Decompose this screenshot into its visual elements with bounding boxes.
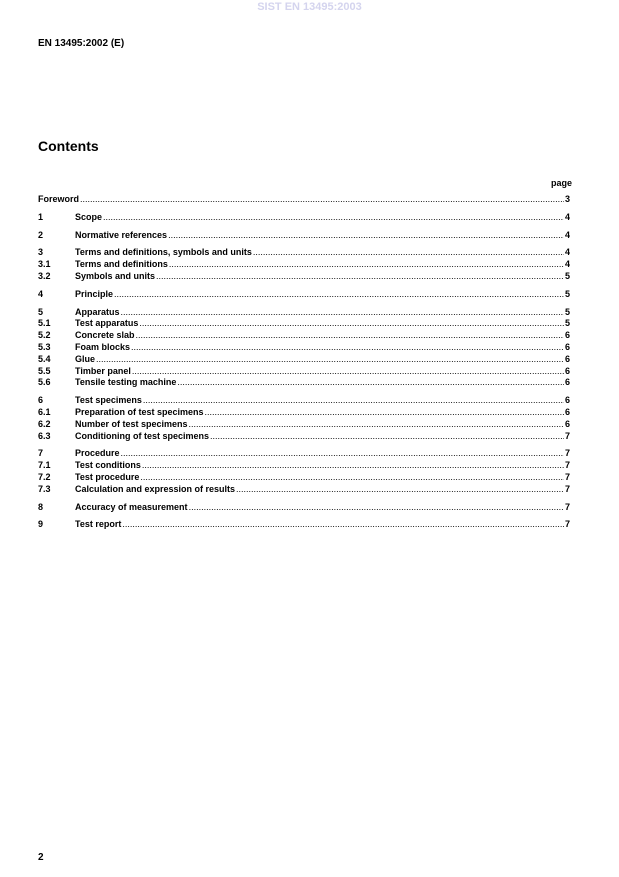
toc-entry-page: 7 — [564, 501, 570, 512]
toc-entry-page: 6 — [564, 341, 570, 352]
toc-entry-number: 6.3 — [38, 430, 51, 441]
toc-entry-title: Symbols and units — [75, 270, 156, 281]
toc-entry-title: Tensile testing machine — [75, 377, 177, 388]
toc-entry[interactable] — [38, 354, 570, 366]
toc-entry-title: Number of test specimens — [75, 418, 188, 429]
toc-entry-title: Accuracy of measurement — [75, 501, 188, 512]
toc-entry-title: Test procedure — [75, 471, 140, 482]
toc-entry-page: 5 — [564, 318, 570, 329]
toc-entry-title: Scope — [75, 211, 103, 222]
toc-entry-page: 5 — [564, 306, 570, 317]
toc-entry[interactable] — [38, 419, 570, 431]
toc-entry-number: 5.1 — [38, 318, 51, 329]
toc-entry[interactable] — [38, 330, 570, 342]
toc-entry-title: Calculation and expression of results — [75, 483, 236, 494]
toc-leader-dots — [156, 271, 564, 283]
toc-entry-number: 6.2 — [38, 418, 51, 429]
toc-entry[interactable] — [38, 377, 570, 389]
toc-leader-dots — [114, 289, 564, 301]
toc-entry[interactable] — [38, 519, 570, 531]
toc-entry-page: 6 — [564, 330, 570, 341]
toc-leader-dots — [143, 395, 564, 407]
toc-entry-title: Concrete slab — [75, 330, 135, 341]
toc-entry-title: Test conditions — [75, 460, 141, 471]
toc-leader-dots — [253, 247, 564, 259]
toc-entry-page: 3 — [564, 194, 570, 204]
footer-page-number: 2 — [38, 852, 44, 863]
toc-entry-number: 6.1 — [38, 406, 51, 417]
toc-entry-page: 7 — [564, 460, 570, 471]
toc-entry-page: 7 — [564, 519, 570, 530]
toc-leader-dots — [189, 502, 564, 514]
toc-entry[interactable] — [38, 289, 570, 301]
toc-entry-number: 3 — [38, 247, 44, 258]
toc-entry-number: 9 — [38, 519, 44, 530]
toc-leader-dots — [131, 342, 564, 354]
toc-entry[interactable] — [38, 448, 570, 460]
toc-leader-dots — [205, 407, 564, 419]
toc-entry[interactable] — [38, 307, 570, 319]
toc-entry[interactable] — [38, 366, 570, 378]
toc-leader-dots — [142, 460, 564, 472]
watermark: SIST EN 13495:2003 — [257, 1, 362, 13]
toc-entry-number: 5.4 — [38, 353, 51, 364]
toc-entry-page: 5 — [564, 288, 570, 299]
toc-entry-number: 8 — [38, 501, 44, 512]
toc-leader-dots — [80, 194, 564, 206]
toc-entry-number: 1 — [38, 211, 44, 222]
toc-leader-dots — [177, 377, 564, 389]
toc-entry-page: 7 — [564, 471, 570, 482]
toc-entry-title: Procedure — [75, 448, 120, 459]
toc-leader-dots — [121, 448, 564, 460]
toc-entry-title: Conditioning of test specimens — [75, 430, 210, 441]
toc-entry-page: 6 — [564, 406, 570, 417]
toc-leader-dots — [122, 519, 564, 531]
toc-leader-dots — [121, 307, 564, 319]
toc-entry[interactable] — [38, 259, 570, 271]
toc-leader-dots — [136, 330, 564, 342]
toc-entry-page: 4 — [564, 229, 570, 240]
toc-entry-page: 7 — [564, 430, 570, 441]
toc-entry-number: 5 — [38, 306, 44, 317]
toc-entry[interactable] — [38, 431, 570, 443]
toc-leader-dots — [96, 354, 564, 366]
toc-entry-page: 7 — [564, 448, 570, 459]
toc-entry-title: Terms and definitions — [75, 259, 168, 270]
page-title: Contents — [38, 138, 99, 154]
toc-entry-number: 7.3 — [38, 483, 51, 494]
toc-entry-page: 4 — [564, 211, 570, 222]
toc-entry-title: Test apparatus — [75, 318, 139, 329]
page-column-label: page — [550, 178, 572, 188]
toc-entry-title: Apparatus — [75, 306, 120, 317]
toc-entry-page: 7 — [564, 483, 570, 494]
toc-leader-dots — [210, 431, 564, 443]
toc-entry-number: 5.6 — [38, 377, 51, 388]
toc-entry[interactable] — [38, 407, 570, 419]
toc-entry-number: 5.3 — [38, 341, 51, 352]
toc-entry-title: Foam blocks — [75, 341, 131, 352]
toc-leader-dots — [189, 419, 564, 431]
document-id: EN 13495:2002 (E) — [38, 38, 125, 49]
toc-entry[interactable] — [38, 247, 570, 259]
toc-leader-dots — [168, 230, 564, 242]
toc-entry-title: Test report — [75, 519, 122, 530]
toc-entry-page: 6 — [564, 365, 570, 376]
toc-leader-dots — [169, 259, 564, 271]
toc-entry-number: 3.1 — [38, 259, 51, 270]
toc-entry-number: 4 — [38, 288, 44, 299]
toc-entry[interactable] — [38, 194, 570, 206]
toc-entry-number: 3.2 — [38, 270, 51, 281]
toc-entry-page: 6 — [564, 395, 570, 406]
toc-entry-title: Principle — [75, 288, 114, 299]
toc-entry-number: 2 — [38, 229, 44, 240]
toc-entry-title: Preparation of test specimens — [75, 406, 204, 417]
toc-entry[interactable] — [38, 230, 570, 242]
toc-entry-page: 6 — [564, 418, 570, 429]
toc-entry-page: 6 — [564, 377, 570, 388]
toc-entry[interactable] — [38, 502, 570, 514]
toc-entry-title: Foreword — [38, 194, 80, 204]
toc-entry[interactable] — [38, 395, 570, 407]
toc-leader-dots — [236, 484, 564, 496]
toc-entry[interactable] — [38, 460, 570, 472]
toc-entry[interactable] — [38, 318, 570, 330]
toc-entry-number: 5.2 — [38, 330, 51, 341]
toc-entry-page: 4 — [564, 247, 570, 258]
toc-entry-number: 6 — [38, 395, 44, 406]
toc-entry-number: 5.5 — [38, 365, 51, 376]
toc-entry-title: Timber panel — [75, 365, 131, 376]
toc-entry-page: 5 — [564, 270, 570, 281]
toc-entry-page: 4 — [564, 259, 570, 270]
toc-entry-page: 6 — [564, 353, 570, 364]
toc-entry[interactable] — [38, 342, 570, 354]
toc-entry-number: 7 — [38, 448, 44, 459]
toc-entry[interactable] — [38, 472, 570, 484]
toc-entry[interactable] — [38, 484, 570, 496]
toc-leader-dots — [103, 212, 564, 224]
toc-entry[interactable] — [38, 212, 570, 224]
toc-entry-title: Glue — [75, 353, 96, 364]
toc-leader-dots — [140, 472, 564, 484]
toc-entry-title: Terms and definitions, symbols and units — [75, 247, 252, 258]
toc-entry[interactable] — [38, 271, 570, 283]
toc-entry-number: 7.2 — [38, 471, 51, 482]
toc-leader-dots — [139, 318, 564, 330]
toc-entry-title: Test specimens — [75, 395, 142, 406]
table-of-contents — [38, 194, 570, 531]
toc-leader-dots — [132, 366, 564, 378]
toc-entry-title: Normative references — [75, 229, 168, 240]
toc-entry-number: 7.1 — [38, 460, 51, 471]
